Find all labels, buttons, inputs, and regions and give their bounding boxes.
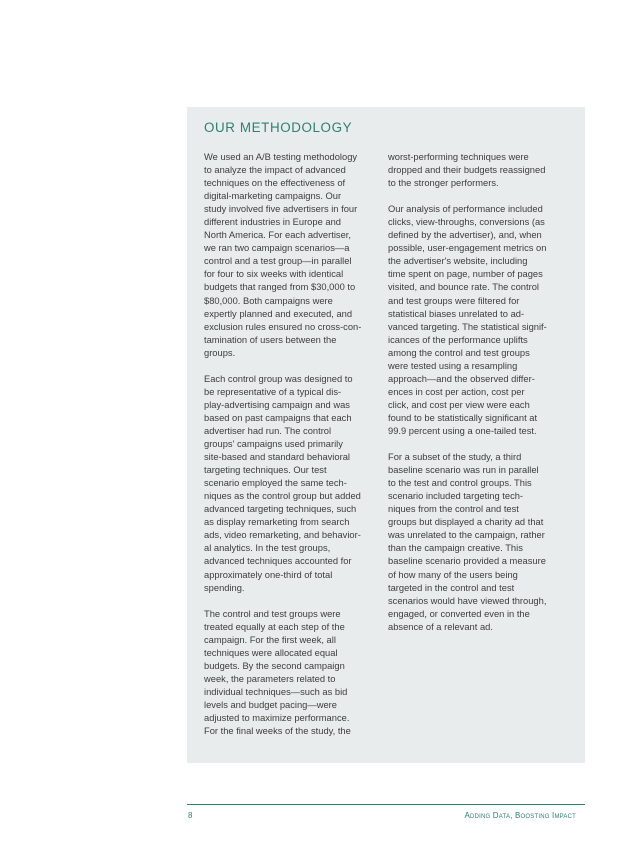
footer-divider (187, 804, 585, 805)
right-text-column (388, 151, 570, 634)
paragraph-gap (388, 438, 570, 451)
text-line: control and a test group—in parallel (204, 256, 352, 267)
text-line: defined by the advertiser), and, when (388, 230, 542, 241)
text-line: scenario included targeting tech- (388, 491, 524, 502)
text-line: adjusted to maximize performance. (204, 713, 350, 724)
text-line: found to be statistically significant at (388, 412, 538, 423)
text-line: possible, user-engagement metrics on (388, 243, 547, 254)
text-line: groups' campaigns used primarily (204, 439, 343, 450)
sidebar-heading: OUR METHODOLOGY (204, 120, 353, 135)
text-line: click, and cost per view were each (388, 399, 530, 410)
paragraph (204, 373, 386, 595)
text-line: statistical biases unrelated to ad- (388, 308, 525, 319)
paragraph-gap (204, 360, 386, 373)
text-line: targeting techniques. Our test (204, 465, 327, 476)
left-text-column (204, 151, 386, 738)
text-line: spending. (204, 582, 245, 593)
page-number: 8 (188, 811, 193, 820)
paragraph (204, 608, 386, 738)
text-line: ads, video remarketing, and behavior- (204, 530, 361, 541)
text-line: week, the parameters related to (204, 673, 336, 684)
text-line: icances of the performance uplifts (388, 334, 528, 345)
text-line: advanced targeting techniques, such (204, 504, 357, 515)
text-line: scenario employed the same tech- (204, 478, 347, 489)
text-line: budgets that ranged from $30,000 to (204, 282, 356, 293)
text-line: exclusion rules ensured no cross-con- (204, 321, 362, 332)
text-line: campaign. For the first week, all (204, 634, 336, 645)
text-line: ences in cost per action, cost per (388, 386, 525, 397)
text-line: was unrelated to the campaign, rather (388, 530, 545, 541)
text-line: groups but displayed a charity ad that (388, 517, 544, 528)
running-title: Adding Data, Boosting Impact (464, 811, 576, 820)
paragraph (388, 451, 570, 634)
text-line: time spent on page, number of pages (388, 269, 543, 280)
paragraph (204, 151, 386, 360)
text-line: vanced targeting. The statistical signif- (388, 321, 547, 332)
text-line: absence of a relevant ad. (388, 621, 493, 632)
text-line: scenarios would have viewed through, (388, 595, 547, 606)
text-line: be representative of a typical dis- (204, 386, 342, 397)
text-line: individual techniques—such as bid (204, 686, 348, 697)
text-line: techniques on the effectiveness of (204, 178, 346, 189)
paragraph-gap (388, 190, 570, 203)
text-line: visited, and bounce rate. The control (388, 282, 539, 293)
text-line: and test groups were filtered for (388, 295, 520, 306)
text-line: the advertiser's website, including (388, 256, 528, 267)
text-line: clicks, view-throughs, conversions (as (388, 217, 545, 228)
text-line: advertiser had run. The control (204, 425, 332, 436)
text-line: we ran two campaign scenarios—a (204, 243, 350, 254)
text-line: levels and budget pacing—were (204, 699, 337, 710)
text-line: techniques were allocated equal (204, 647, 338, 658)
paragraph-gap (204, 595, 386, 608)
paragraph (388, 203, 570, 438)
text-line: al analytics. In the test groups, (204, 543, 331, 554)
text-line: For a subset of the study, a third (388, 452, 522, 463)
text-line: were tested using a resampling (388, 360, 518, 371)
text-line: budgets. By the second campaign (204, 660, 345, 671)
paragraph (388, 151, 570, 190)
text-line: as display remarketing from search (204, 517, 350, 528)
text-line: study involved five advertisers in four (204, 204, 358, 215)
text-line: niques as the control group but added (204, 491, 361, 502)
text-line: treated equally at each step of the (204, 621, 345, 632)
text-line: baseline scenario was run in parallel (388, 465, 539, 476)
text-line: to the test and control groups. This (388, 478, 532, 489)
text-line: Our analysis of performance included (388, 204, 543, 215)
text-line: dropped and their budgets reassigned (388, 165, 546, 176)
text-line: groups. (204, 347, 236, 358)
text-line: to analyze the impact of advanced (204, 165, 346, 176)
text-line: approach—and the observed differ- (388, 373, 535, 384)
text-line: $80,000. Both campaigns were (204, 295, 333, 306)
text-line: 99.9 percent using a one-tailed test. (388, 425, 537, 436)
text-line: for four to six weeks with identical (204, 269, 344, 280)
text-line: advanced techniques accounted for (204, 556, 352, 567)
text-line: based on past campaigns that each (204, 412, 352, 423)
text-line: tamination of users between the (204, 334, 337, 345)
text-line: niques from the control and test (388, 504, 519, 515)
text-line: worst-performing techniques were (388, 152, 529, 162)
text-line: site-based and standard behavioral (204, 452, 350, 463)
text-line: approximately one-third of total (204, 569, 333, 580)
text-line: We used an A/B testing methodology (204, 152, 358, 162)
text-line: The control and test groups were (204, 608, 341, 619)
text-line: North America. For each advertiser, (204, 230, 351, 241)
text-line: to the stronger performers. (388, 178, 499, 189)
text-line: targeted in the control and test (388, 582, 515, 593)
text-line: among the control and test groups (388, 347, 530, 358)
text-line: of how many of the users being (388, 569, 518, 580)
text-line: play-advertising campaign and was (204, 399, 350, 410)
text-line: For the final weeks of the study, the (204, 726, 351, 737)
text-line: different industries in Europe and (204, 217, 341, 228)
text-line: engaged, or converted even in the (388, 608, 530, 619)
text-line: than the campaign creative. This (388, 543, 523, 554)
text-line: Each control group was designed to (204, 373, 353, 384)
text-line: digital-marketing campaigns. Our (204, 191, 342, 202)
text-line: baseline scenario provided a measure (388, 556, 546, 567)
text-line: expertly planned and executed, and (204, 308, 353, 319)
